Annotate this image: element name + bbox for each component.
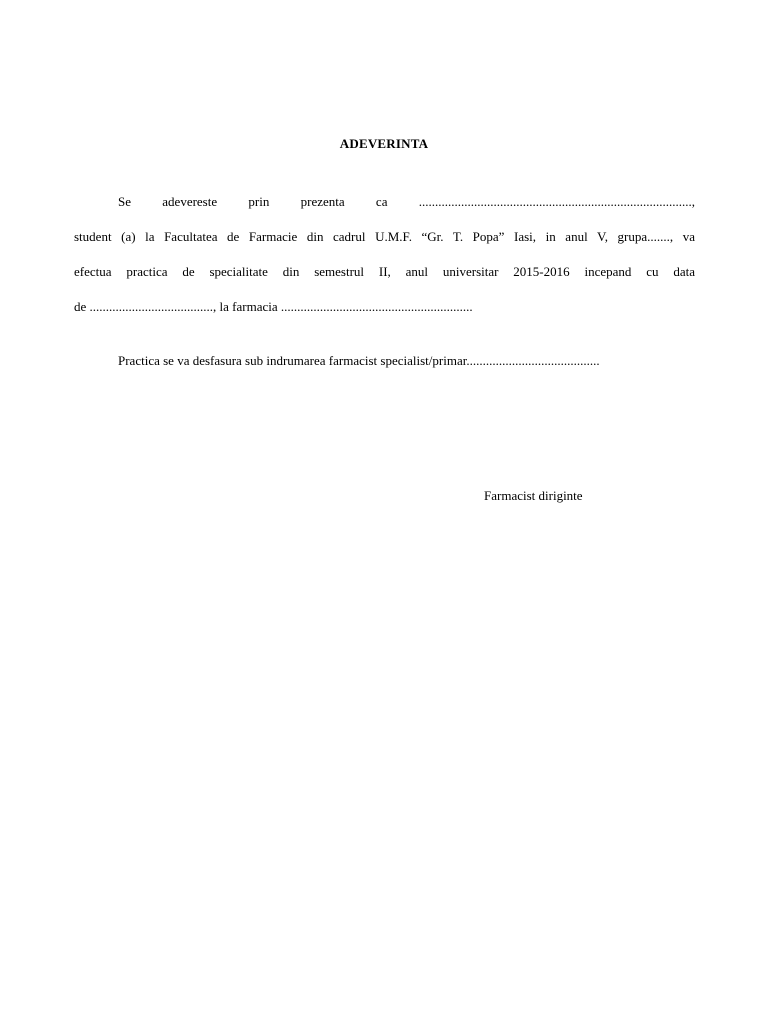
signature-label: Farmacist diriginte — [484, 488, 583, 503]
paragraph-line-1 — [74, 184, 695, 219]
certificate-paragraph — [74, 184, 695, 324]
supervision-paragraph: Practica se va desfasura sub indrumarea farmacist specialist/primar......................................... — [118, 353, 600, 368]
paragraph-line-1-text: Se adevereste prin prezenta ca ...................................................................................., — [118, 194, 695, 209]
paragraph-line-4: de ......................................, la farmacia ........................................................... — [74, 299, 473, 314]
document-title: ADEVERINTA — [339, 136, 429, 151]
paragraph-line-3: efectua practica de specialitate din semestrul II, anul universitar 2015-2016 incepand cu data — [74, 264, 695, 279]
paragraph-line-2: student (a) la Facultatea de Farmacie din cadrul U.M.F. “Gr. T. Popa” Iasi, in anul V, grupa......., va — [74, 229, 695, 244]
